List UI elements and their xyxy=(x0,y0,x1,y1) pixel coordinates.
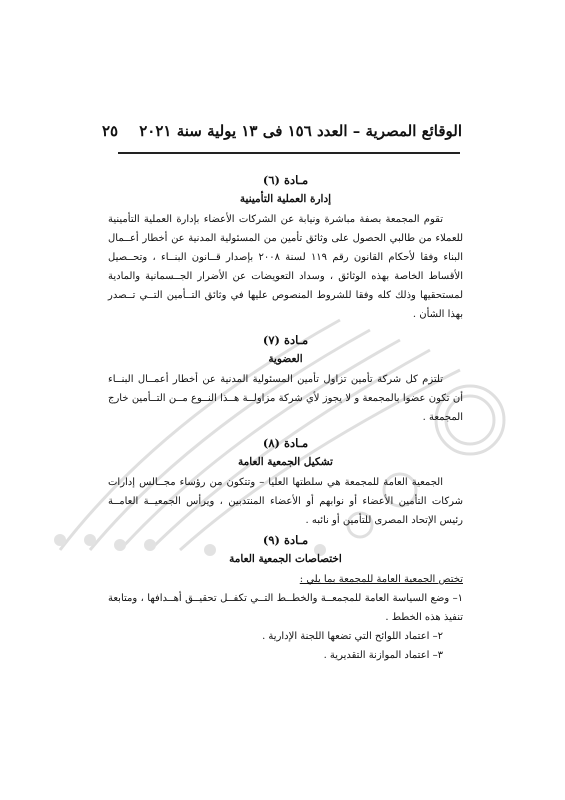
article-6-heading: مـادة (٦) xyxy=(262,173,309,187)
article-9-intro: تختص الجمعية العامة للمجمعة بما يلي : xyxy=(299,574,463,585)
article-9-title: اختصاصات الجمعية العامة xyxy=(229,553,342,565)
article-9-heading: مـادة (٩) xyxy=(262,533,309,547)
page-number: ٢٥ xyxy=(102,122,119,140)
article-7-heading: مـادة (٧) xyxy=(262,333,309,347)
article-9-item-2: ٢– اعتماد اللوائح التي تضعها اللجنة الإدارية . xyxy=(262,631,443,642)
gazette-title: الوقائع المصرية – العدد ١٥٦ فى ١٣ يولية سنة ٢٠٢١ xyxy=(139,122,462,140)
header-divider xyxy=(118,152,460,154)
page-header xyxy=(102,122,462,146)
article-9-item-3: ٣– اعتماد الموازنة التقديرية . xyxy=(323,650,443,661)
article-8-paragraph: الجمعية العامة للمجمعة هي سلطتها العليا – وتتكون من رؤساء مجــالس إدارات شركات التأمين الأعضاء أو نوابهم أو الأعضاء المنتدبين ، ويرأس الجمعيــة العامــة رئيس الإتحاد المصرى للتأمين أو نائبه . xyxy=(108,477,463,526)
article-8-heading: مـادة (٨) xyxy=(262,436,309,450)
article-6-title: إدارة العملية التأمينية xyxy=(239,193,332,205)
article-9-item-1: ١– وضع السياسة العامة للمجمعــة والخطــط التــي تكفــل تحقيــق أهــدافها ، ومتابعة تنفيذ هذه الخطط . xyxy=(108,593,463,623)
article-8-title: تشكيل الجمعية العامة xyxy=(238,456,333,468)
article-7-paragraph: تلتزم كل شركة تأمين تزاول تأمين المسئولية المدنية عن أخطار أعمــال البنــاء أن تكون عضوا بالمجمعة و لا يجوز لأي شركة مزاولــة هــذا النــوع مــن التــأمين خارج المجمعة . xyxy=(108,374,463,423)
document-body xyxy=(108,170,463,665)
article-6-paragraph: تقوم المجمعة بصفة مباشرة ونيابة عن الشركات الأعضاء بإدارة العملية التأمينية للعملاء من طالبي الحصول على وثائق تأمين من المسئولية المدنية عن أخطار أعــمال البناء وفقا لأحكام القانون رقم ١١٩ لسنة ٢٠٠٨ بإصدار قــانون البنــاء ، وتحــصيل الأقساط الخاصة بهذه الوثائق ، وسداد التعويضات عن الأضرار الجــسمانية والمادية لمستحقيها وذلك كله وفقا للشروط المنصوص عليها في وثائق التــأمين التــي تــصدر بهذا الشأن . xyxy=(108,214,463,320)
article-7-title: العضوية xyxy=(268,353,303,365)
